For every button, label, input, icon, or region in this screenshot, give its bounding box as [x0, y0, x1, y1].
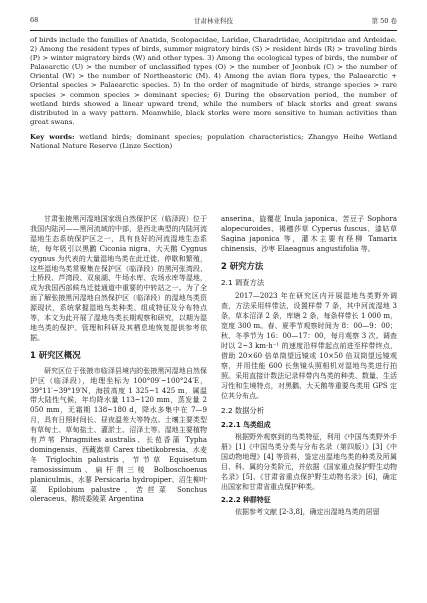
- english-abstract: [30, 36, 397, 151]
- section-2-2-2-body: 依据参考文献 [2-3,8]，确定出湿地鸟类的居留: [235, 507, 380, 516]
- volume-number: 第 50 卷: [371, 17, 397, 25]
- left-column: [30, 215, 207, 505]
- section-2-1-title: 2.1 调查方法: [221, 277, 265, 287]
- section-2-2-1-title: 2.2.1 鸟类组成: [221, 421, 271, 430]
- plant-list-continued: anserina、旋覆花 Inula japonica、苦豆子 Sophora alopecuroides、褐穗莎草 Cyperus fuscus、漆姑草 Sagina japonica 等，灌木主要有柽柳 Tamarix chinensis、沙枣 Elaeagnus angustifolia 等。: [221, 215, 397, 253]
- section-2-2-title: 2.2 数据分析: [221, 406, 265, 416]
- section-1-body: 研究区位于张掖市临泽县境内的张掖黑河湿地自然保护区（临泽段），地理坐标为 100°09′~100°24′E，39°11′~39°19′N，海拔高度 1 325~1 425 m，属温带大陆性气候，年均降水量 113~120 mm，蒸发量 2 050 mm，无霜期 138~180 d，降水多集中在 7—9 月，具有日照时间长、昼夜温差大等特点。土壤主要类型有草甸土、草甸盐土、灌淤土、沼泽土等。湿地主要植物有芦苇 Phragmites australis、长苞香蒲 Typha domingensis、西藏嵩草 Carex tibetikobresia、水麦冬 Triglochin palustris、节节草 Equisetum ramosissimum、扁杆荆三棱 Bolboschoenus planiculmis、水蓼 Persicaria hydropiper、沼生柳叶菜 Epilobium palustre、苦苣菜 Sonchus oleraceus、鹅绒委陵菜 Argentina: [30, 366, 207, 504]
- journal-name: 甘肃林业科技: [194, 17, 233, 25]
- section-2-2-2-title: 2.2.2 种群特征: [221, 495, 271, 504]
- right-column: [221, 215, 397, 517]
- section-2-title: 2 研究方法: [221, 260, 264, 271]
- keywords-line: [30, 133, 397, 151]
- abstract-text: of birds include the families of Anatida, Scolopacidae, Laridae, Charadriidae, Accipitridae and Ardeidae. 2) Among the resident types of birds, summer migratory birds (S) > resident birds (R) > traveling birds (P) > winter migratory birds (W) and other types. 3) Among the ecological types of birds, the number of Palaearctic (U) > the number of unclassified types (O) > the number of Jeonbuk (C) > the number of Oriental (W) > the number of Northeasteric (M). 4) Among the avian flora types, the Palaearctic + Oriental species > Palaearctic species. 5) In the order of magnitude of birds, strange species > rare species > common species > dominant species; 6) During the observation period, the number of wetland birds showed a linear upward trend, while the numbers of black storks and great swans distributed in a wavy pattern. Meanwhile, black storks were more sensitive to human activities than great swans.: [30, 36, 397, 126]
- page-number: 68: [30, 16, 39, 24]
- running-header: [30, 16, 397, 28]
- section-1-title: 1 研究区概况: [30, 349, 81, 360]
- section-2-1-body: 2017—2023 年在研究区内开展湿地鸟类野外调查，方法采用样带法，设置样带 7 条，其中河流湿地 3 条，草本沼泽 2 条，库塘 2 条，每条样带长 1 000 m，宽度 300 m。春、夏季节观察时间为 8：00—9：00；秋、冬季节为 16：00—17：00，每月观察 3 次。调查时以 2~3 km·h⁻¹ 的速度沿样带起点前进至样带终点，借助 20×60 倍单筒望远镜或 10×50 倍双筒望远镜观察，并用佳能 600 长焦镜头照相机对湿地鸟类进行拍照。采用直接计数法记录样带内鸟类的种类、数量、生活习性和生境特点，对黑鹳、大天鹅等重要鸟类用 GPS 定位其分布点。: [221, 292, 397, 400]
- intro-paragraph: 甘肃张掖黑河湿地国家级自然保护区（临泽段）位于我国内陆河——黑河流域的中部，是西北典型的内陆河流湿地生态系统保护区之一，具有良好的河流湿地生态系统，每年吸引以黑鹳 Ciconia nigra、大天鹅 Cygnus cygnus 为代表的大量湿地鸟类在此迁徙、停歇和繁殖，这些湿地鸟类常聚集在保护区（临泽段）的黑河张湾段、土桥段、芦湾段、双泉湖、牛场水库、农场水库等湿地，成为我国西部候鸟迁徙通道中重要的中转站之一。为了全面了解张掖黑河湿地自然保护区（临泽段）的湿地鸟类资源现状，系统掌握湿地鸟类种类、组成特征及分布特点等，本文为此开展了湿地鸟类长期观察和研究，以期为湿地鸟类的保护、管理和科研及其栖息地恢复提供参考依据。: [30, 215, 207, 342]
- header-rule: [30, 30, 397, 31]
- section-2-2-1-body: 根据野外观察到的鸟类特征，利用《中国鸟类野外手册》[1]《中国鸟类分类与分布名录（第四版）》[3]《中国动物地理》[4] 等资料，鉴定出湿地鸟类的种类及所属目、科、属的分类阶元，并依据《国家重点保护野生动物名录》[5]、《甘肃省重点保护野生动物名录》[6]，确定出国家和甘肃省重点保护种类。: [221, 433, 397, 491]
- keywords-label: Key words:: [30, 132, 75, 141]
- keywords-text: wetland birds; dominant species; population characteristics; Zhangye Heihe Wetland National Nature Reserve (Linze Section): [30, 132, 397, 151]
